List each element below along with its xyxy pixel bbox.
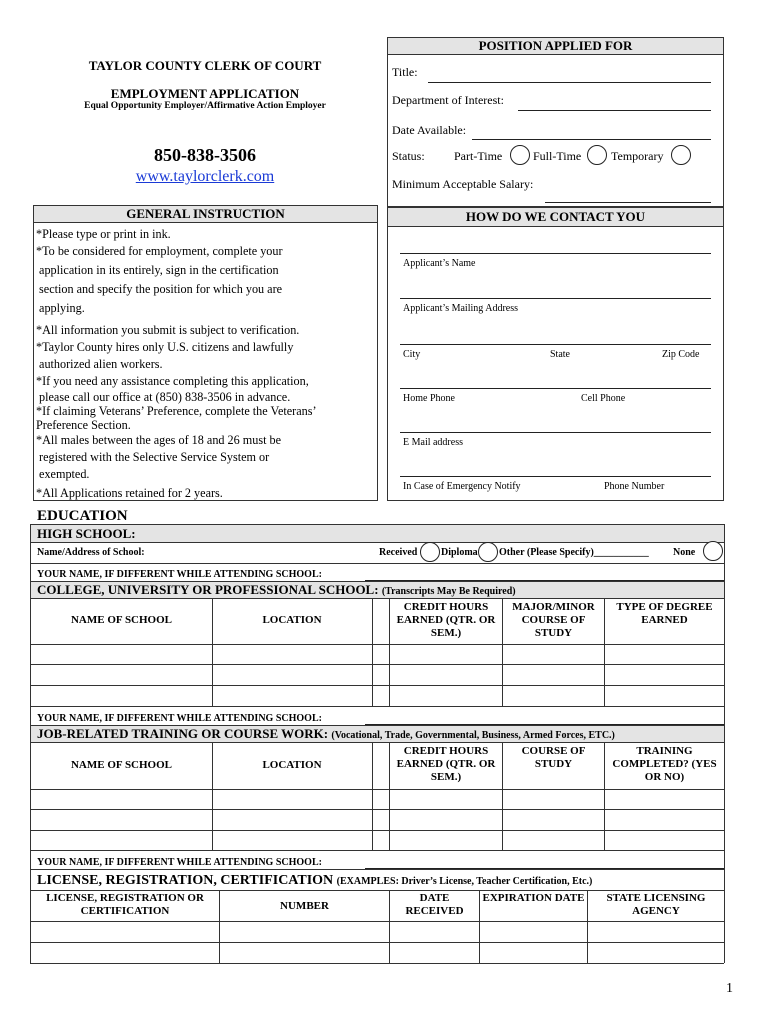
instruction-line: registered with the Selective Service System or: [36, 450, 270, 464]
status-label: Status:: [392, 149, 425, 163]
page-number: 1: [726, 981, 733, 996]
form-title: EMPLOYMENT APPLICATION: [110, 86, 300, 101]
job-col-school: NAME OF SCHOOL: [70, 759, 173, 771]
home-phone-label: Home Phone: [403, 393, 455, 404]
instruction-line: authorized alien workers.: [36, 357, 163, 371]
job-training-row[interactable]: [30, 809, 724, 810]
department-label: Department of Interest:: [392, 93, 504, 107]
full-time-label: Full-Time: [533, 149, 582, 163]
email-label: E Mail address: [403, 437, 463, 448]
received-label: Received: [379, 547, 418, 558]
diploma-label: Diploma: [441, 547, 478, 558]
temporary-checkbox[interactable]: [671, 145, 691, 165]
diploma-checkbox[interactable]: [478, 542, 498, 562]
applicant-name-label: Applicant’s Name: [403, 258, 476, 269]
applicant-name-field[interactable]: [400, 253, 711, 254]
cell-phone-label: Cell Phone: [581, 393, 626, 404]
instruction-line: *All Applications retained for 2 years.: [36, 486, 223, 500]
part-time-checkbox[interactable]: [510, 145, 530, 165]
city-label: City: [403, 349, 421, 360]
mailing-address-field[interactable]: [400, 298, 711, 299]
job-training-heading: JOB-RELATED TRAINING OR COURSE WORK:: [37, 726, 329, 741]
date-available-field[interactable]: [472, 139, 711, 140]
part-time-label: Part-Time: [454, 149, 503, 163]
college-row[interactable]: [30, 644, 724, 645]
college-heading-row: [37, 582, 516, 598]
license-col-name: LICENSE, REGISTRATION OR CERTIFICATION: [46, 892, 204, 917]
city-state-zip-field[interactable]: [400, 344, 711, 345]
none-label: None: [673, 547, 696, 558]
other-label: Other (Please Specify)___________: [499, 547, 649, 558]
school-name-address-label: Name/Address of School:: [37, 547, 145, 558]
job-training-row[interactable]: [30, 830, 724, 831]
contact-heading: HOW DO WE CONTACT YOU: [387, 207, 724, 227]
temporary-label: Temporary: [611, 149, 664, 163]
none-checkbox[interactable]: [703, 541, 723, 561]
high-school-heading: HIGH SCHOOL:: [37, 526, 136, 541]
instruction-line: exempted.: [36, 467, 90, 481]
college-note: (Transcripts May Be Required): [381, 586, 516, 597]
license-heading-row: [37, 873, 592, 889]
zip-label: Zip Code: [662, 349, 700, 360]
instruction-line: application in its entirely, sign in the certification: [36, 263, 279, 277]
website-link[interactable]: www.taylorclerk.com: [135, 168, 275, 185]
instructions-list: [36, 226, 376, 502]
emergency-contact-label: In Case of Emergency Notify: [403, 481, 521, 492]
job-col-credit: CREDIT HOURS EARNED (QTR. OR SEM.): [396, 745, 496, 783]
license-note: (EXAMPLES: Driver’s License, Teacher Certification, Etc.): [336, 876, 593, 887]
mailing-address-label: Applicant’s Mailing Address: [403, 303, 518, 314]
instruction-line: *If claiming Veterans’ Preference, complete the Veterans’: [36, 404, 317, 418]
emergency-field[interactable]: [400, 476, 711, 477]
college-col-location: LOCATION: [262, 614, 322, 626]
instruction-line: *All information you submit is subject to verification.: [36, 323, 300, 337]
title-field[interactable]: [428, 82, 711, 83]
college-row[interactable]: [30, 685, 724, 686]
position-heading: POSITION APPLIED FOR: [387, 37, 724, 55]
license-col-agency: STATE LICENSING AGENCY: [606, 892, 706, 917]
instruction-line: section and specify the position for which you are: [36, 282, 283, 296]
instruction-line: *To be considered for employment, complete your: [36, 244, 283, 258]
college-different-name-label: YOUR NAME, IF DIFFERENT WHILE ATTENDING SCHOOL:: [37, 713, 322, 724]
instruction-line: *If you need any assistance completing this application,: [36, 374, 309, 388]
instruction-line: please call our office at (850) 838-3506 in advance.: [36, 390, 291, 404]
date-available-label: Date Available:: [392, 123, 467, 137]
license-row[interactable]: [30, 942, 724, 943]
job-col-location: LOCATION: [262, 759, 322, 771]
instruction-line: *Taylor County hires only U.S. citizens and lawfully: [36, 340, 294, 354]
college-col-school: NAME OF SCHOOL: [70, 614, 173, 626]
instruction-line: *All males between the ages of 18 and 26 must be: [36, 433, 282, 447]
license-heading: LICENSE, REGISTRATION, CERTIFICATION: [37, 873, 334, 888]
eoe-statement: Equal Opportunity Employer/Affirmative Action Employer: [84, 101, 326, 111]
college-col-credit: CREDIT HOURS EARNED (QTR. OR SEM.): [396, 601, 496, 639]
education-heading: EDUCATION: [37, 508, 128, 524]
college-row[interactable]: [30, 664, 724, 665]
state-label: State: [550, 349, 570, 360]
job-training-heading-row: [37, 726, 615, 742]
license-col-number: NUMBER: [280, 900, 329, 912]
title-label: Title:: [392, 65, 418, 79]
instruction-line: applying.: [36, 301, 85, 315]
license-col-expiration: EXPIRATION DATE: [482, 892, 585, 904]
license-col-date: DATE RECEIVED: [405, 892, 464, 917]
office-name: TAYLOR COUNTY CLERK OF COURT: [88, 58, 322, 73]
phone-field[interactable]: [400, 388, 711, 389]
emergency-phone-label: Phone Number: [604, 481, 665, 492]
instructions-heading: GENERAL INSTRUCTION: [33, 205, 378, 223]
department-field[interactable]: [518, 110, 711, 111]
college-col-degree: TYPE OF DEGREE EARNED: [616, 601, 713, 626]
full-time-checkbox[interactable]: [587, 145, 607, 165]
job-col-course: COURSE OF STUDY: [521, 745, 586, 770]
college-heading: COLLEGE, UNIVERSITY OR PROFESSIONAL SCHOOL:: [37, 582, 379, 597]
college-col-major: MAJOR/MINOR COURSE OF STUDY: [512, 601, 595, 639]
job-training-row[interactable]: [30, 789, 724, 790]
instruction-line: *Please type or print in ink.: [36, 227, 171, 241]
salary-label: Minimum Acceptable Salary:: [392, 177, 534, 191]
license-row[interactable]: [30, 921, 724, 922]
hs-different-name-label: YOUR NAME, IF DIFFERENT WHILE ATTENDING SCHOOL:: [37, 569, 322, 580]
job-different-name-label: YOUR NAME, IF DIFFERENT WHILE ATTENDING SCHOOL:: [37, 857, 322, 868]
received-checkbox[interactable]: [420, 542, 440, 562]
email-field[interactable]: [400, 432, 711, 433]
job-col-completed: TRAINING COMPLETED? (YES OR NO): [612, 745, 717, 783]
job-training-note: (Vocational, Trade, Governmental, Business, Armed Forces, ETC.): [331, 730, 615, 741]
instruction-line: Preference Section.: [36, 418, 131, 432]
phone-number: 850-838-3506: [154, 145, 256, 165]
salary-field[interactable]: [545, 202, 711, 203]
